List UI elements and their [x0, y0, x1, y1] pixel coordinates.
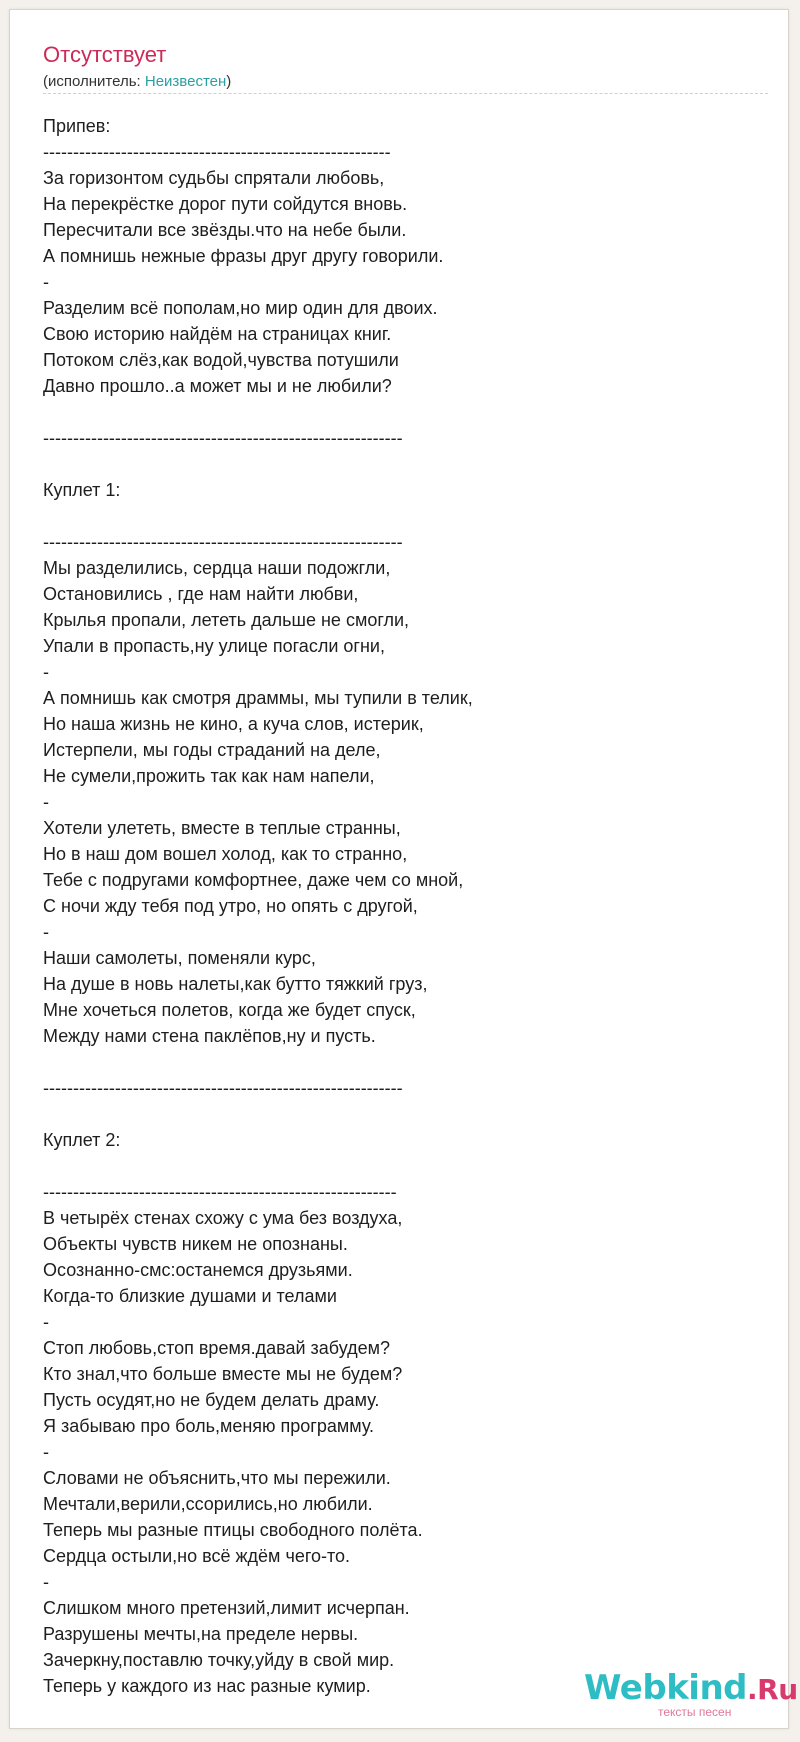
lyric-line: Когда-то близкие душами и телами: [43, 1286, 337, 1306]
lyric-line: Мне хочеться полетов, когда же будет спуск,: [43, 1000, 416, 1020]
logo-tagline: тексты песен: [658, 1705, 732, 1719]
lyric-line: Но наша жизнь не кино, а куча слов, истерик,: [43, 714, 424, 734]
lyric-line: На душе в новь налеты,как бутто тяжкий груз,: [43, 974, 428, 994]
lyrics-text: [43, 113, 773, 1699]
lyric-line: -: [43, 272, 49, 292]
lyric-line: -: [43, 1572, 49, 1592]
header-separator: [43, 93, 768, 94]
lyric-line: Пусть осудят,но не будем делать драму.: [43, 1390, 380, 1410]
lyric-line: ----------------------------------------------------------: [43, 142, 391, 162]
lyric-line: -: [43, 792, 49, 812]
lyric-line: Пересчитали все звёзды.что на небе были.: [43, 220, 407, 240]
lyric-line: А помнишь нежные фразы друг другу говорили.: [43, 246, 444, 266]
artist-line: [43, 73, 231, 90]
lyric-line: Разрушены мечты,на пределе нервы.: [43, 1624, 359, 1644]
lyric-line: Припев:: [43, 116, 111, 136]
lyric-line: Теперь у каждого из нас разные кумир.: [43, 1676, 371, 1696]
lyric-line: -: [43, 662, 49, 682]
lyric-line: Потоком слёз,как водой,чувства потушили: [43, 350, 399, 370]
lyric-line: Мы разделились, сердца наши подожгли,: [43, 558, 391, 578]
lyric-line: Куплет 2:: [43, 1130, 121, 1150]
lyric-line: Я забываю про боль,меняю программу.: [43, 1416, 375, 1436]
lyric-line: В четырёх стенах схожу с ума без воздуха,: [43, 1208, 403, 1228]
lyric-line: Куплет 1:: [43, 480, 121, 500]
blank-line: [43, 1101, 773, 1127]
lyric-line: -: [43, 1442, 49, 1462]
artist-suffix: ): [226, 73, 232, 90]
lyric-line: Мечтали,верили,ссорились,но любили.: [43, 1494, 373, 1514]
blank-line: [43, 451, 773, 477]
lyric-line: ------------------------------------------------------------: [43, 532, 403, 552]
lyric-line: Давно прошло..а может мы и не любили?: [43, 376, 392, 396]
lyric-line: С ночи жду тебя под утро, но опять с другой,: [43, 896, 418, 916]
lyric-line: На перекрёстке дорог пути сойдутся вновь.: [43, 194, 408, 214]
blank-line: [43, 399, 773, 425]
lyric-line: Стоп любовь,стоп время.давай забудем?: [43, 1338, 390, 1358]
lyric-line: -----------------------------------------------------------: [43, 1182, 397, 1202]
song-title: Отсутствует: [43, 42, 167, 67]
artist-prefix: (исполнитель:: [43, 73, 145, 90]
lyrics-card: [9, 9, 798, 1729]
blank-line: [43, 1153, 773, 1179]
lyric-line: Истерпели, мы годы страданий на деле,: [43, 740, 381, 760]
lyric-line: Кто знал,что больше вместе мы не будем?: [43, 1364, 403, 1384]
lyric-line: Наши самолеты, поменяли курс,: [43, 948, 316, 968]
lyric-line: Сердца остыли,но всё ждём чего-то.: [43, 1546, 351, 1566]
lyric-line: Тебе с подругами комфортнее, даже чем со мной,: [43, 870, 464, 890]
lyric-line: Зачеркну,поставлю точку,уйду в свой мир.: [43, 1650, 395, 1670]
lyric-line: Объекты чувств никем не опознаны.: [43, 1234, 348, 1254]
lyric-line: Теперь мы разные птицы свободного полёта.: [43, 1520, 423, 1540]
logo-tld: .Ru: [747, 1673, 798, 1706]
lyric-line: За горизонтом судьбы спрятали любовь,: [43, 168, 385, 188]
lyric-line: Словами не объяснить,что мы пережили.: [43, 1468, 391, 1488]
lyric-line: Между нами стена паклёпов,ну и пусть.: [43, 1026, 376, 1046]
lyric-line: ------------------------------------------------------------: [43, 1078, 403, 1098]
lyric-line: Разделим всё пополам,но мир один для двоих.: [43, 298, 438, 318]
lyric-line: Слишком много претензий,лимит исчерпан.: [43, 1598, 410, 1618]
lyric-line: -: [43, 1312, 49, 1332]
lyric-line: Но в наш дом вошел холод, как то странно,: [43, 844, 408, 864]
lyric-line: А помнишь как смотря драммы, мы тупили в телик,: [43, 688, 473, 708]
lyric-line: Свою историю найдём на страницах книг.: [43, 324, 392, 344]
artist-link[interactable]: Неизвестен: [144, 73, 227, 90]
lyric-line: Хотели улететь, вместе в теплые странны,: [43, 818, 401, 838]
site-logo[interactable]: [584, 1668, 798, 1724]
lyric-line: Осознанно-смс:останемся друзьями.: [43, 1260, 353, 1280]
logo-wordmark: [584, 1668, 798, 1710]
lyric-line: -: [43, 922, 49, 942]
lyric-line: ------------------------------------------------------------: [43, 428, 403, 448]
lyric-line: Остановились , где нам найти любви,: [43, 584, 359, 604]
logo-brand: Webkind: [584, 1668, 747, 1708]
blank-line: [43, 1049, 773, 1075]
lyric-line: Не сумели,прожить так как нам напели,: [43, 766, 375, 786]
lyric-line: Крылья пропали, лететь дальше не смогли,: [43, 610, 410, 630]
blank-line: [43, 503, 773, 529]
lyric-line: Упали в пропасть,ну улице погасли огни,: [43, 636, 385, 656]
